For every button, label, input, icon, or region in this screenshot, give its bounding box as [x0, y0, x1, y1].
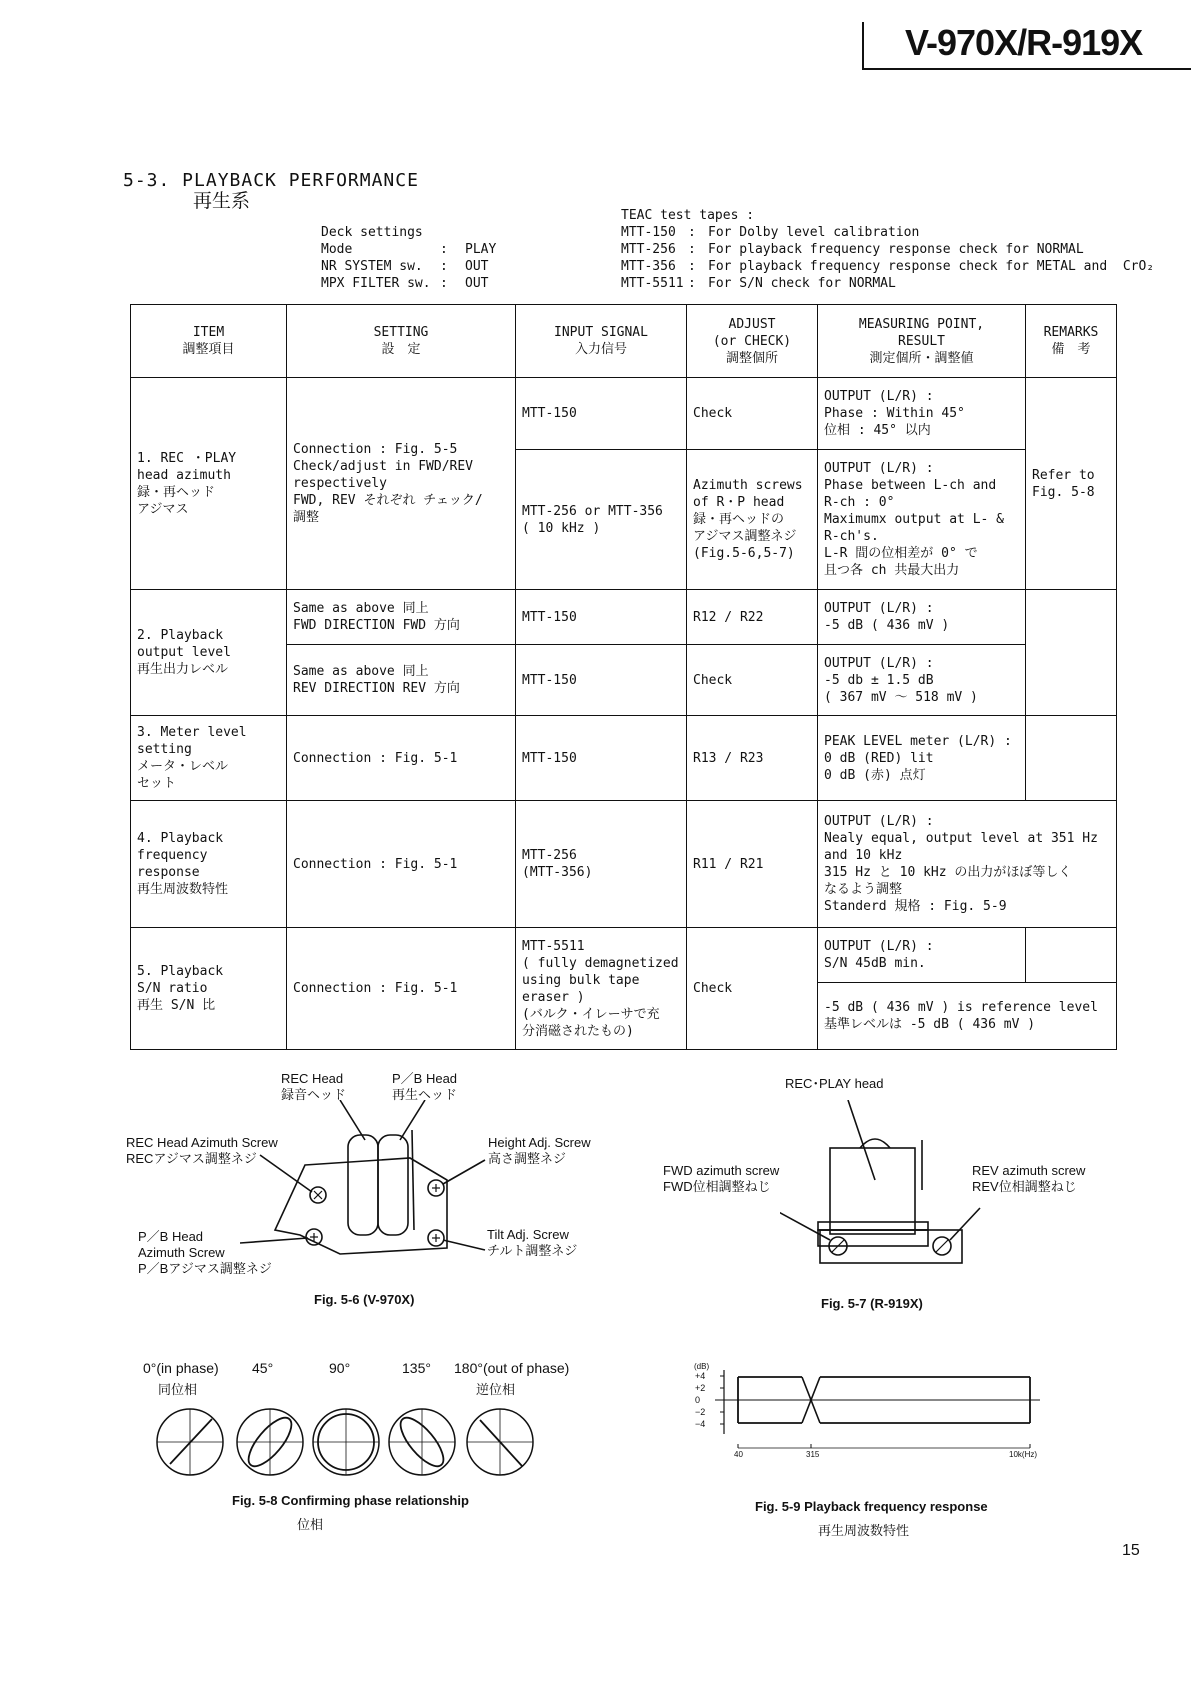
- head-block: [830, 1148, 915, 1234]
- fig-5-7-head-drawing: [780, 1100, 1020, 1270]
- fig-5-9-caption-jp: 再生周波数特性: [818, 1524, 910, 1539]
- rec-play-head-label: REC･PLAY head: [785, 1076, 884, 1091]
- test-tape-sep: :: [688, 225, 696, 240]
- tape-guide: [412, 1130, 414, 1230]
- lissajous-0deg: [157, 1409, 223, 1475]
- test-tape-desc: For playback frequency response check for METAL and CrO₂: [708, 259, 1155, 274]
- test-tape-sep: :: [688, 276, 696, 291]
- height-adj-label: Height Adj. Screw 高さ調整ネジ: [488, 1135, 591, 1166]
- phase-label-90: 90°: [329, 1360, 351, 1376]
- measure-cell: OUTPUT (L/R) : Phase : Within 45° 位相 : 45° 以内: [818, 378, 1026, 450]
- adjust-cell: R12 / R22: [687, 590, 818, 645]
- lissajous-180deg: [467, 1409, 533, 1475]
- x-tick-label: 10k(Hz): [1009, 1450, 1038, 1459]
- setting-cell: Connection : Fig. 5-1: [287, 716, 516, 801]
- item-cell: 5. Playback S/N ratio 再生 S/N 比: [131, 928, 287, 1050]
- remarks-cell: [1026, 716, 1117, 801]
- phase-label-45: 45°: [252, 1360, 274, 1376]
- deck-settings-label: Mode: [321, 242, 353, 257]
- tilt-adj-label: Tilt Adj. Screw チルト調整ネジ: [487, 1227, 578, 1258]
- setting-cell: Same as above 同上 REV DIRECTION REV 方向: [287, 645, 516, 716]
- input-cell: MTT-150: [516, 716, 687, 801]
- leader-rec-azimuth: [260, 1155, 312, 1192]
- phase-label-180: 180°(out of phase): [454, 1360, 570, 1376]
- adjust-cell: Check: [687, 378, 818, 450]
- item-cell: 1. REC ・PLAY head azimuth 録・再ヘッド アジマス: [131, 378, 287, 590]
- fig-5-7-caption: Fig. 5-7 (R-919X): [821, 1296, 923, 1311]
- y-tick-label: +2: [695, 1383, 706, 1393]
- page-number: 15: [1122, 1542, 1140, 1559]
- base-rail: [818, 1222, 928, 1230]
- deck-settings-label: MPX FILTER sw.: [321, 276, 431, 291]
- setting-cell: Connection : Fig. 5-1: [287, 801, 516, 928]
- test-tapes-title: TEAC test tapes :: [621, 208, 755, 223]
- table-row: [131, 590, 1117, 645]
- setting-cell: Connection : Fig. 5-1: [287, 928, 516, 1050]
- pb-head-block: [378, 1135, 408, 1235]
- y-tick-label: +4: [695, 1371, 706, 1381]
- deck-settings-sep: :: [440, 259, 448, 274]
- measure-cell: OUTPUT (L/R) : Nealy equal, output level at 351 Hz and 10 kHz 315 Hz と 10 kHz の出力がほぼ等しく なるよう調整 Standerd 規格 : Fig. 5-9: [818, 801, 1117, 928]
- adjust-cell: R11 / R21: [687, 801, 818, 928]
- table-row: [131, 378, 1117, 450]
- fig-5-8-lissajous: [150, 1404, 540, 1484]
- test-tape-name: MTT-356: [621, 259, 676, 274]
- setting-cell: Same as above 同上 FWD DIRECTION FWD 方向: [287, 590, 516, 645]
- playback-adjustment-table: [130, 304, 1117, 1050]
- in-phase-jp: 同位相: [158, 1383, 198, 1398]
- leader-rec-head: [340, 1100, 365, 1140]
- header-rule-horizontal: [862, 68, 1191, 70]
- input-cell: MTT-150: [516, 590, 687, 645]
- section-title: 5-3. PLAYBACK PERFORMANCE: [123, 170, 419, 191]
- header-setting: SETTING 設 定: [287, 305, 516, 378]
- deck-settings-value: PLAY: [465, 242, 497, 257]
- measure-cell: PEAK LEVEL meter (L/R) : 0 dB (RED) lit 0 dB (赤) 点灯: [818, 716, 1026, 801]
- remarks-cell: Refer to Fig. 5-8: [1026, 378, 1117, 590]
- rec-head-label: REC Head 録音ヘッド: [281, 1071, 347, 1102]
- head-base-plate: [275, 1158, 447, 1254]
- test-tape-sep: :: [688, 259, 696, 274]
- input-cell: MTT-150: [516, 645, 687, 716]
- adjust-cell: R13 / R23: [687, 716, 818, 801]
- pb-azimuth-label: P／B Head Azimuth Screw P／Bアジマス調整ネジ: [138, 1229, 272, 1276]
- rec-head-block: [348, 1135, 378, 1235]
- input-cell: MTT-5511 ( fully demagnetized using bulk tape eraser ) (バルク・イレーサで充 分消磁されたもの): [516, 928, 687, 1050]
- header-input-signal: INPUT SIGNAL 入力信号: [516, 305, 687, 378]
- model-title: V-970X/R-919X: [905, 22, 1143, 63]
- header-item: ITEM 調整項目: [131, 305, 287, 378]
- fig-5-8-caption: Fig. 5-8 Confirming phase relationship: [232, 1493, 469, 1508]
- fig-5-9-ylabel: (dB): [694, 1362, 710, 1371]
- section-subtitle: 再生系: [193, 190, 251, 212]
- measure-cell: OUTPUT (L/R) : S/N 45dB min.: [818, 928, 1026, 983]
- measure-cell: OUTPUT (L/R) : -5 dB ( 436 mV ): [818, 590, 1026, 645]
- fwd-azimuth-label: FWD azimuth screw FWD位相調整ねじ: [663, 1163, 780, 1194]
- deck-settings-label: NR SYSTEM sw.: [321, 259, 423, 274]
- remarks-cell: [1026, 590, 1117, 716]
- fig-5-9-caption: Fig. 5-9 Playback frequency response: [755, 1499, 988, 1514]
- table-row: [131, 716, 1117, 801]
- y-tick-label: −4: [695, 1419, 706, 1429]
- test-tape-name: MTT-5511: [621, 276, 684, 291]
- fig-5-8-caption-jp: 位相: [297, 1518, 324, 1533]
- test-tape-desc: For Dolby level calibration: [708, 225, 920, 240]
- fig-5-9-yticks: [695, 1370, 715, 1430]
- header-measuring-point: MEASURING POINT, RESULT 測定個所・調整値: [818, 305, 1026, 378]
- test-tape-desc: For playback frequency response check for NORMAL: [708, 242, 1084, 257]
- setting-cell: Connection : Fig. 5-5 Check/adjust in FWD/REV respectively FWD, REV それぞれ チェック/ 調整: [287, 378, 516, 590]
- header-adjust: ADJUST (or CHECK) 調整個所: [687, 305, 818, 378]
- fig-5-6-head-drawing: [240, 1100, 500, 1270]
- table-row: [131, 801, 1117, 928]
- measure-cell: OUTPUT (L/R) : -5 db ± 1.5 dB ( 367 mV ～ 518 mV ): [818, 645, 1026, 716]
- lissajous-45deg: [237, 1409, 303, 1475]
- measure-cell: OUTPUT (L/R) : Phase between L-ch and R-ch : 0° Maximumx output at L- & R-ch's. L-R 間の位相差が 0° で 且つ各 ch 共最大出力: [818, 450, 1026, 590]
- test-tape-name: MTT-256: [621, 242, 676, 257]
- leader-height: [443, 1160, 485, 1184]
- header-rule-vertical: [862, 22, 864, 70]
- pb-head-label: P／B Head 再生ヘッド: [392, 1071, 458, 1102]
- test-tape-desc: For S/N check for NORMAL: [708, 276, 896, 291]
- table-header-row: [131, 305, 1117, 378]
- item-cell: 2. Playback output level 再生出力レベル: [131, 590, 287, 716]
- deck-settings-value: OUT: [465, 259, 489, 274]
- rev-azimuth-label: REV azimuth screw REV位相調整ねじ: [972, 1163, 1086, 1194]
- fig-5-9-chart: [715, 1370, 1045, 1460]
- adjust-cell: Check: [687, 928, 818, 1050]
- rec-azimuth-label: REC Head Azimuth Screw RECアジマス調整ネジ: [126, 1135, 278, 1166]
- y-tick-label: 0: [695, 1395, 701, 1405]
- leader-pb-azimuth: [240, 1238, 308, 1243]
- leader-rev: [950, 1208, 980, 1240]
- test-tape-sep: :: [688, 242, 696, 257]
- deck-settings-title: Deck settings: [321, 225, 423, 240]
- phase-label-0: 0°(in phase): [143, 1360, 219, 1376]
- adjust-cell: Check: [687, 645, 818, 716]
- header-remarks: REMARKS 備 考: [1026, 305, 1117, 378]
- x-tick-label: 40: [734, 1450, 743, 1459]
- deck-settings-value: OUT: [465, 276, 489, 291]
- adjust-cell: Azimuth screws of R・P head 録・再ヘッドの アジマス調整ネジ (Fig.5-6,5-7): [687, 450, 818, 590]
- input-cell: MTT-256 or MTT-356 ( 10 kHz ): [516, 450, 687, 590]
- test-tape-name: MTT-150: [621, 225, 676, 240]
- remarks-cell: [1026, 928, 1117, 983]
- item-cell: 3. Meter level setting メータ・レベル セット: [131, 716, 287, 801]
- item-cell: 4. Playback frequency response 再生周波数特性: [131, 801, 287, 928]
- input-cell: MTT-256 (MTT-356): [516, 801, 687, 928]
- leader-fwd: [780, 1210, 830, 1240]
- lissajous-90deg: [313, 1409, 379, 1475]
- table-row: [131, 928, 1117, 983]
- phase-label-135: 135°: [402, 1360, 431, 1376]
- measure-cell: -5 dB ( 436 mV ) is reference level 基準レベルは -5 dB ( 436 mV ): [818, 983, 1117, 1050]
- x-tick-label: 315: [806, 1450, 820, 1459]
- out-of-phase-jp: 逆位相: [476, 1383, 516, 1398]
- y-tick-label: −2: [695, 1407, 706, 1417]
- lissajous-135deg: [389, 1409, 455, 1475]
- fig-5-6-caption: Fig. 5-6 (V-970X): [314, 1292, 415, 1307]
- deck-settings-sep: :: [440, 242, 448, 257]
- input-cell: MTT-150: [516, 378, 687, 450]
- deck-settings-sep: :: [440, 276, 448, 291]
- leader-tilt: [443, 1240, 485, 1250]
